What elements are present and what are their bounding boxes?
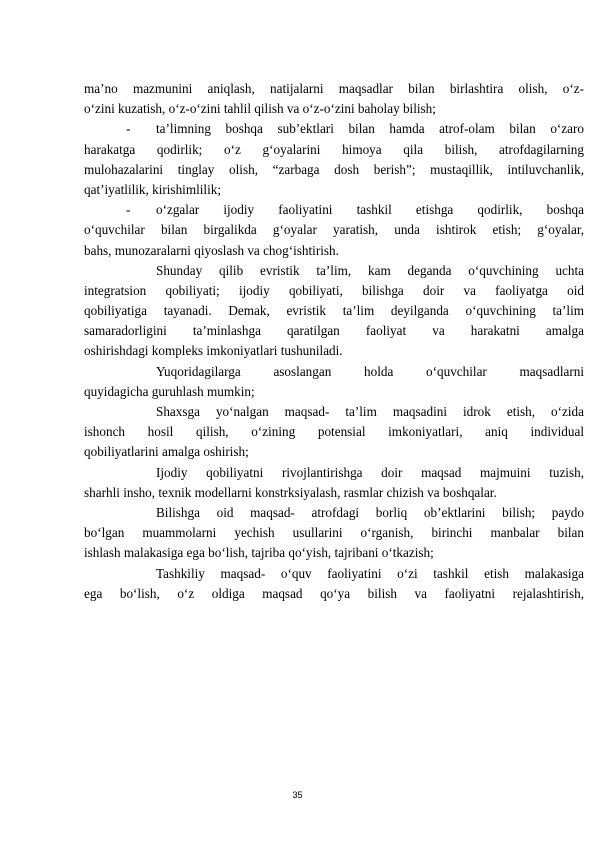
- text-line: Shunday qilib evristik ta’lim, kam deganda o‘quvchining uchta: [156, 262, 584, 278]
- text-line: Ijodiy qobiliyatni rivojlantirishga doir maqsad majmuini tuzish,: [156, 464, 584, 480]
- text-line: qat’iyatlilik, kirishimlilik;: [84, 181, 221, 197]
- text-line: ishonch hosil qilish, o‘zining potensial imkoniyatlari, aniq individual: [84, 424, 584, 440]
- text-line: ega bo‘lish, o‘z oldiga maqsad qo‘ya bilish va faoliyatni rejalashtirish,: [84, 585, 584, 601]
- text-line: Tashkiliy maqsad- o‘quv faoliyatini o‘zi tashkil etish malakasiga: [156, 565, 584, 581]
- text-line: o‘zini kuzatish, o‘z-o‘zini tahlil qilish va o‘z-o‘zini baholay bilish;: [84, 101, 436, 117]
- text-line: oshirishdagi kompleks imkoniyatlari tushuniladi.: [84, 343, 343, 359]
- text-line: Bilishga oid maqsad- atrofdagi borliq ob’ektlarini bilish; paydo: [156, 504, 584, 520]
- text-line: ishlash malakasiga ega bo‘lish, tajriba qo‘yish, tajribani o‘tkazish;: [84, 545, 434, 561]
- text-line: sharhli insho, texnik modellarni konstrksiyalash, rasmlar chizish va boshqalar.: [84, 484, 497, 500]
- text-line: qobiliyatiga tayanadi. Demak, evristik ta’lim deyilganda o‘quvchining ta’lim: [84, 303, 584, 319]
- text-line: bahs, munozaralarni qiyoslash va chog‘ishtirish.: [84, 242, 339, 258]
- text-line: quyidagicha guruhlash mumkin;: [84, 383, 255, 399]
- text-line: samaradorligini ta’minlashga qaratilgan faoliyat va harakatni amalga: [84, 323, 584, 339]
- text-line: bo‘lgan muammolarni yechish usullarini o‘rganish, birinchi manbalar bilan: [84, 525, 584, 541]
- bullet-dash: -: [126, 202, 131, 218]
- bullet-dash: -: [126, 121, 131, 137]
- text-line: qobiliyatlarini amalga oshirish;: [84, 444, 249, 460]
- text-line: integratsion qobiliyati; ijodiy qobiliyati, bilishga doir va faoliyatga oid: [84, 282, 584, 298]
- text-line: Yuqoridagilarga asoslangan holda o‘quvchilar maqsadlarni: [156, 363, 584, 379]
- body-text: [84, 79, 584, 604]
- text-line: mulohazalarini tinglay olish, “zarbaga dosh berish”; mustaqillik, intiluvchanlik,: [84, 161, 584, 177]
- bullet-line: [84, 200, 584, 220]
- text-line: o‘zgalar ijodiy faoliyatini tashkil etishga qodirlik, boshqa: [156, 202, 584, 218]
- text-line: harakatga qodirlik; o‘z g‘oyalarini himoya qila bilish, atrofdagilarning: [84, 141, 584, 157]
- bullet-line: [84, 119, 584, 139]
- page-number: 35: [292, 790, 303, 800]
- text-line: Shaxsga yo‘nalgan maqsad- ta’lim maqsadini idrok etish, o‘zida: [156, 404, 584, 419]
- text-line: o‘quvchilar bilan birgalikda g‘oyalar yaratish, unda ishtirok etish; g‘oyalar,: [84, 222, 584, 238]
- text-line: ma’no mazmunini aniqlash, natijalarni maqsadlar bilan birlashtira olish, o‘z-: [84, 81, 584, 96]
- text-line: ta’limning boshqa sub’ektlari bilan hamda atrof-olam bilan o‘zaro: [156, 121, 584, 137]
